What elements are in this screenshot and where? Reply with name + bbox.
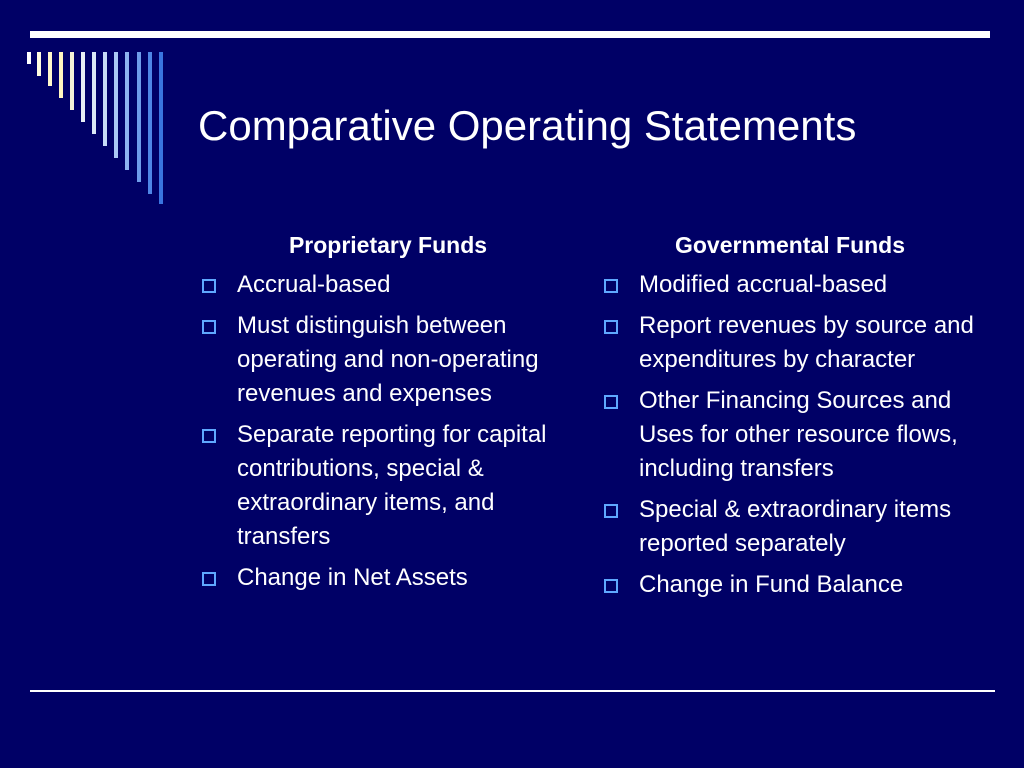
stripe [137, 52, 141, 182]
stripe [70, 52, 74, 110]
stripe [59, 52, 63, 98]
stripe [81, 52, 85, 122]
bottom-rule [30, 690, 995, 692]
list-item [198, 268, 578, 302]
square-bullet-icon [604, 395, 618, 409]
stripe [27, 52, 31, 64]
square-bullet-icon [604, 279, 618, 293]
stripe [114, 52, 118, 158]
stripe [148, 52, 152, 194]
list-item-text: Other Financing Sources and Uses for other resource flows, including transfers [639, 387, 958, 482]
square-bullet-icon [604, 579, 618, 593]
square-bullet-icon [604, 504, 618, 518]
list-item-text: Special & extraordinary items reported separately [639, 496, 952, 557]
stripe [92, 52, 96, 134]
list-item-text: Change in Fund Balance [639, 571, 904, 598]
proprietary-funds-column [198, 228, 578, 602]
list-item-text: Modified accrual-based [639, 271, 888, 298]
stripe [159, 52, 163, 204]
column-heading: Governmental Funds [674, 232, 906, 258]
square-bullet-icon [202, 320, 216, 334]
stripe [37, 52, 41, 76]
square-bullet-icon [202, 279, 216, 293]
list-item [198, 561, 578, 595]
list-item [600, 493, 980, 561]
decorative-stripes [0, 0, 180, 220]
list-item-text: Accrual-based [237, 271, 391, 298]
stripe [125, 52, 129, 170]
square-bullet-icon [604, 320, 618, 334]
square-bullet-icon [202, 572, 216, 586]
list-item-text: Must distinguish between operating and non-operating revenues and expenses [237, 312, 539, 407]
bullet-list [600, 268, 980, 602]
list-item [600, 384, 980, 486]
stripe [48, 52, 52, 86]
list-item [198, 309, 578, 411]
list-item [600, 568, 980, 602]
list-item [600, 268, 980, 302]
slide-title: Comparative Operating Statements [198, 102, 857, 149]
list-item-text: Report revenues by source and expenditures by character [639, 312, 974, 373]
column-heading: Proprietary Funds [288, 232, 488, 258]
bullet-list [198, 268, 578, 595]
list-item-text: Separate reporting for capital contributions, special & extraordinary items, and transfers [237, 421, 547, 550]
list-item-text: Change in Net Assets [237, 564, 468, 591]
list-item [198, 418, 578, 554]
stripe [103, 52, 107, 146]
list-item [600, 309, 980, 377]
governmental-funds-column [600, 228, 980, 609]
square-bullet-icon [202, 429, 216, 443]
